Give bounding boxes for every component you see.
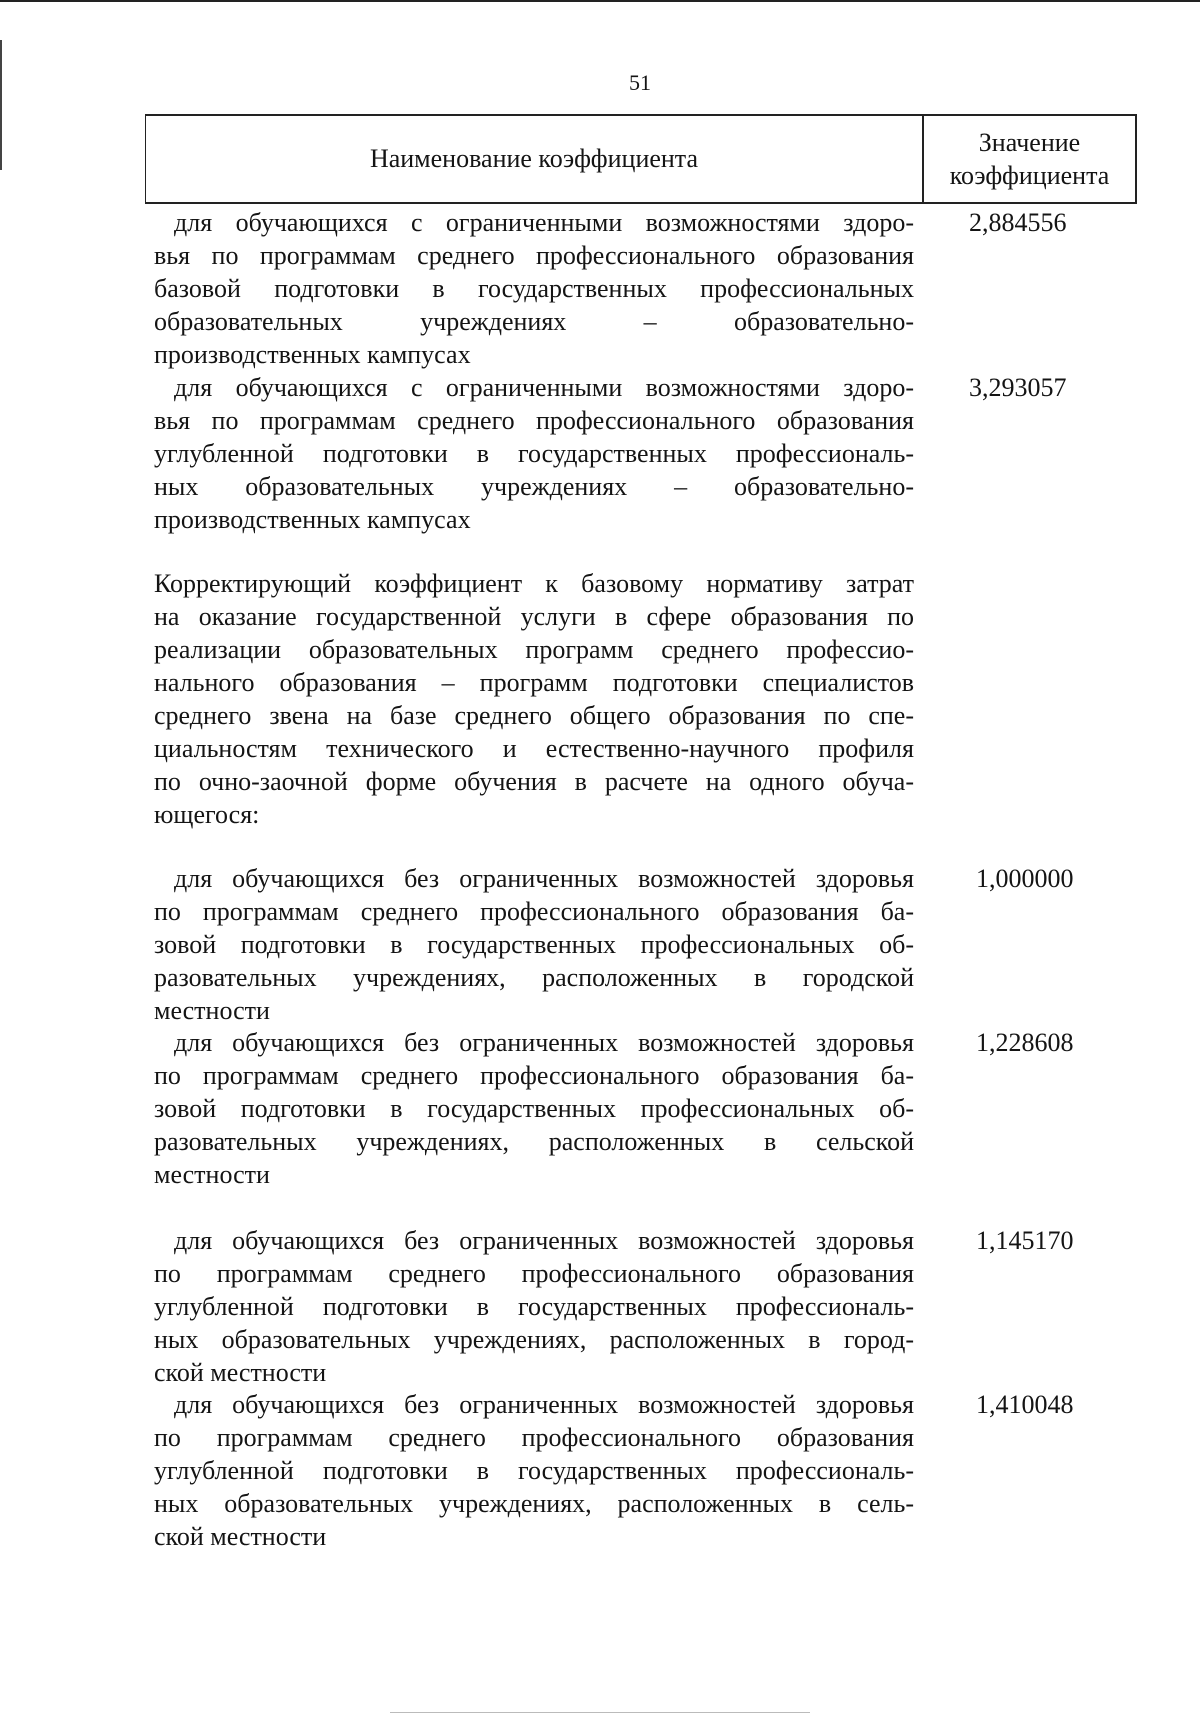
section-heading-line: реализации образовательных программ среднего профессио- [154, 635, 914, 664]
row-text-line: по программам среднего профессионального образования [154, 1423, 914, 1452]
coefficient-value-5: 1,145170 [976, 1226, 1074, 1255]
coefficient-row-3 [154, 862, 914, 1027]
section-heading-line: на оказание государственной услуги в сфере образования по [154, 602, 914, 631]
row-text-line: местности [154, 1160, 270, 1189]
page-number: 51 [629, 70, 651, 95]
row-text-line: для обучающихся без ограниченных возможностей здоровья [174, 1390, 914, 1419]
header-value-label: Значение коэффициента [949, 128, 1110, 190]
section-heading-line: среднего звена на базе среднего общего образования по спе- [154, 701, 914, 730]
coefficient-value-2: 3,293057 [969, 373, 1067, 402]
row-text-line: разовательных учреждениях, расположенных в сельской [154, 1127, 914, 1156]
row-text-line: базовой подготовки в государственных профессиональных [154, 274, 914, 303]
row-text-line: по программам среднего профессионального образования [154, 1259, 914, 1288]
coefficient-value-1: 2,884556 [969, 208, 1067, 237]
row-text-line: для обучающихся с ограниченными возможностями здоро- [174, 373, 914, 402]
coefficient-value-6: 1,410048 [976, 1390, 1074, 1419]
bottom-scan-rule [390, 1712, 810, 1713]
row-text-line: углубленной подготовки в государственных профессиональ- [154, 1292, 914, 1321]
section-heading-line: Корректирующий коэффициент к базовому нормативу затрат [154, 569, 914, 598]
section-heading [154, 567, 914, 831]
section-heading-line: циальностям технического и естественно-научного профиля [154, 734, 914, 763]
row-text-line: производственных кампусах [154, 340, 471, 369]
top-border-rule [0, 0, 1200, 2]
row-text-line: для обучающихся без ограниченных возможностей здоровья [174, 864, 914, 893]
row-text-line: для обучающихся без ограниченных возможностей здоровья [174, 1028, 914, 1057]
section-heading-line: нального образования – программ подготовки специалистов [154, 668, 914, 697]
table-header [145, 114, 1137, 204]
coefficient-row-1 [154, 206, 914, 371]
section-heading-line: ющегося: [154, 800, 260, 829]
row-text-line: ных образовательных учреждениях – образовательно- [154, 472, 914, 501]
row-text-line: вья по программам среднего профессионального образования [154, 241, 914, 270]
row-text-line: зовой подготовки в государственных профессиональных об- [154, 930, 914, 959]
row-text-line: образовательных учреждениях – образовательно- [154, 307, 914, 336]
coefficient-row-4 [154, 1026, 914, 1191]
coefficient-row-6 [154, 1388, 914, 1553]
coefficient-value-4: 1,228608 [976, 1028, 1074, 1057]
row-text-line: углубленной подготовки в государственных профессиональ- [154, 439, 914, 468]
row-text-line: по программам среднего профессионального образования ба- [154, 897, 914, 926]
row-text-line: зовой подготовки в государственных профессиональных об- [154, 1094, 914, 1123]
coefficient-row-2 [154, 371, 914, 536]
row-text-line: разовательных учреждениях, расположенных в городской [154, 963, 914, 992]
left-scan-mark [0, 40, 2, 170]
header-name-column [146, 116, 924, 202]
row-text-line: углубленной подготовки в государственных профессиональ- [154, 1456, 914, 1485]
row-text-line: производственных кампусах [154, 505, 471, 534]
section-heading-line: по очно-заочной форме обучения в расчете на одного обуча- [154, 767, 914, 796]
coefficient-value-3: 1,000000 [976, 864, 1074, 893]
row-text-line: для обучающихся без ограниченных возможностей здоровья [174, 1226, 914, 1255]
row-text-line: ской местности [154, 1358, 327, 1387]
header-value-column [924, 116, 1135, 202]
row-text-line: местности [154, 996, 270, 1025]
row-text-line: ных образовательных учреждениях, расположенных в город- [154, 1325, 914, 1354]
row-text-line: для обучающихся с ограниченными возможностями здоро- [174, 208, 914, 237]
header-name-label: Наименование коэффициента [369, 144, 699, 173]
coefficient-row-5 [154, 1224, 914, 1389]
row-text-line: по программам среднего профессионального образования ба- [154, 1061, 914, 1090]
row-text-line: вья по программам среднего профессионального образования [154, 406, 914, 435]
row-text-line: ных образовательных учреждениях, расположенных в сель- [154, 1489, 914, 1518]
row-text-line: ской местности [154, 1522, 327, 1551]
